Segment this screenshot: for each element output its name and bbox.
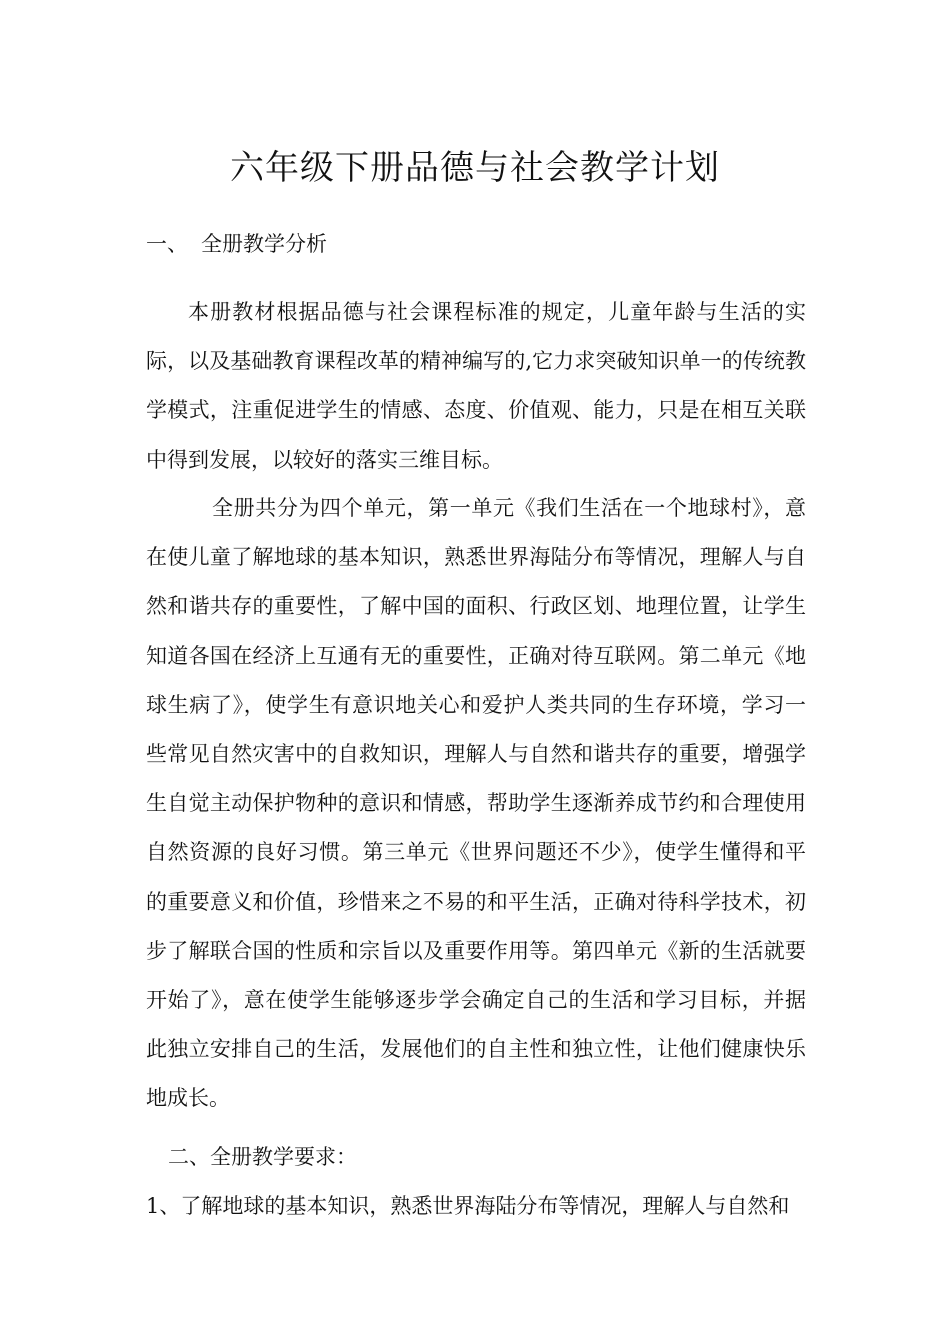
section-heading-analysis <box>146 229 327 259</box>
list-item: 1、了解地球的基本知识，熟悉世界海陆分布等情况，理解人与自然和 <box>146 1194 790 1218</box>
section-heading-requirements: 二、全册教学要求： <box>168 1145 357 1169</box>
section-number: 一、 <box>146 232 188 256</box>
paragraph-intro: 本册教材根据品德与社会课程标准的规定，儿童年龄与生活的实际，以及基础教育课程改革的精神编写的,它力求突破知识单一的传统教学模式，注重促进学生的情感、态度、价值观、能力，只是在相互关联中得到发展，以较好的落实三维目标。 <box>146 300 806 472</box>
paragraph-units: 全册共分为四个单元，第一单元《我们生活在一个地球村》，意在使儿童了解地球的基本知识，熟悉世界海陆分布等情况，理解人与自然和谐共存的重要性，了解中国的面积、行政区划、地理位置，让学生知道各国在经济上互通有无的重要性，正确对待互联网。第二单元《地球生病了》，使学生有意识地关心和爱护人类共同的生存环境，学习一些常见自然灾害中的自救知识，理解人与自然和谐共存的重要，增强学生自觉主动保护物种的意识和情感，帮助学生逐渐养成节约和合理使用自然资源的良好习惯。第三单元《世界问题还不少》，使学生懂得和平的重要意义和价值，珍惜来之不易的和平生活，正确对待科学技术，初步了解联合国的性质和宗旨以及重要作用等。第四单元《新的生活就要开始了》，意在使学生能够逐步学会确定自己的生活和学习目标，并据此独立安排自己的生活，发展他们的自主性和独立性，让他们健康快乐地成长。 <box>146 496 806 1111</box>
section-heading-text: 全册教学分析 <box>201 232 327 256</box>
document-title: 六年级下册品德与社会教学计划 <box>230 148 720 188</box>
